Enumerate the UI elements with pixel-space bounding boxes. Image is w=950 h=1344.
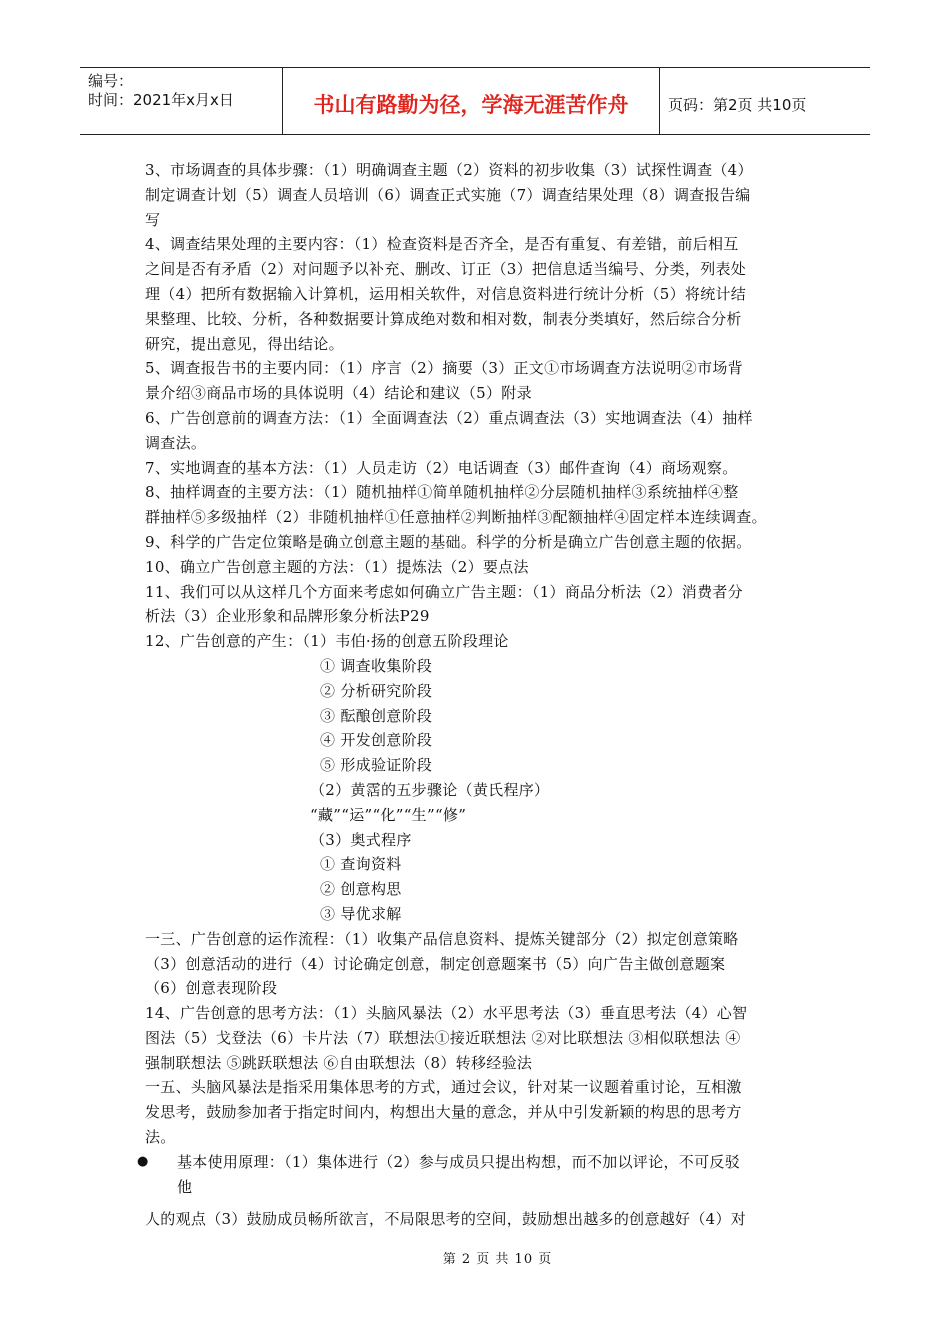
text-line: （3）创意活动的进行（4）讨论确定创意，制定创意题案书（5）向广告主做创意题案 [145, 954, 726, 973]
indented-line: ② 创意构思 [320, 880, 402, 899]
text-line: 6、广告创意前的调查方法：（1）全面调查法（2）重点调查法（3）实地调查法（4）抽样 [145, 408, 753, 427]
text-line: 强制联想法 ⑤跳跃联想法 ⑥自由联想法（8）转移经验法 [145, 1053, 533, 1072]
indented-line: ① 查询资料 [320, 855, 402, 874]
text-line: 7、实地调查的基本方法：（1）人员走访（2）电话调查（3）邮件查询（4）商场观察。 [145, 458, 738, 477]
bullet-text: 基本使用原理：（1）集体进行（2）参与成员只提出构想，而不加以评论，不可反驳 [177, 1152, 740, 1171]
text-line: 制定调查计划（5）调查人员培训（6）调查正式实施（7）调查结果处理（8）调查报告编 [145, 185, 751, 204]
indented-line: “藏”“运”“化”“生”“修” [310, 805, 467, 824]
page-footer: 第 2 页 共 10 页 [442, 1252, 553, 1267]
text-line: 一五、头脑风暴法是指采用集体思考的方式，通过会议，针对某一议题着重讨论，互相激 [145, 1078, 742, 1097]
text-line: 之间是否有矛盾（2）对问题予以补充、删改、订正（3）把信息适当编号、分类，列表处 [145, 260, 747, 279]
text-line: 调查法。 [145, 433, 207, 452]
bullet-icon: ● [137, 1153, 149, 1169]
text-line: 4、调查结果处理的主要内容：（1）检查资料是否齐全，是否有重复、有差错，前后相互 [145, 235, 739, 254]
page-header [80, 67, 870, 135]
document-body [137, 158, 815, 1199]
text-line: 12、广告创意的产生：（1）韦伯·扬的创意五阶段理论 [145, 632, 509, 651]
time-label: 时间：2021年x月x日 [88, 91, 234, 109]
text-line: 图法（5）戈登法（6）卡片法（7）联想法①接近联想法 ②对比联想法 ③相似联想法 ④ [145, 1028, 741, 1047]
number-label: 编号： [88, 72, 134, 90]
indented-line: （2）黄霑的五步骤论（黄氏程序） [310, 780, 550, 799]
text-line: 8、抽样调查的主要方法：（1）随机抽样①简单随机抽样②分层随机抽样③系统抽样④整 [145, 483, 739, 502]
text-line: 一三、广告创意的运作流程：（1）收集产品信息资料、提炼关键部分（2）拟定创意策略 [145, 929, 739, 948]
text-line: 11、我们可以从这样几个方面来考虑如何确立广告主题：（1）商品分析法（2）消费者分 [145, 582, 743, 601]
text-line: 9、科学的广告定位策略是确立创意主题的基础。科学的分析是确立广告创意主题的依据。 [145, 532, 752, 551]
text-line: 10、确立广告创意主题的方法：（1）提炼法（2）要点法 [145, 557, 529, 576]
text-line: （6）创意表现阶段 [145, 979, 278, 998]
text-line: 理（4）把所有数据输入计算机，运用相关软件，对信息资料进行统计分析（5）将统计结 [145, 284, 747, 303]
text-line: 写 [145, 210, 161, 229]
indented-line: ⑤ 形成验证阶段 [320, 756, 433, 775]
text-line: 群抽样⑤多级抽样（2）非随机抽样①任意抽样②判断抽样③配额抽样④固定样本连续调查。 [145, 508, 767, 527]
text-line: 5、调查报告书的主要内同：（1）序言（2）摘要（3）正文①市场调查方法说明②市场背 [145, 359, 743, 378]
bullet-continuation: 他 [177, 1177, 193, 1196]
bullet-item [137, 1150, 815, 1175]
indented-line: ① 调查收集阶段 [320, 656, 433, 675]
indented-line: ② 分析研究阶段 [320, 681, 433, 700]
indented-line: ③ 导优求解 [320, 904, 402, 923]
text-line: 析法（3）企业形象和品牌形象分析法P29 [145, 607, 430, 626]
text-line: 果整理、比较、分析，各种数据要计算成绝对数和相对数，制表分类填好，然后综合分析 [145, 309, 742, 328]
text-line: 发思考，鼓励参加者于指定时间内，构想出大量的意念，并从中引发新颖的构思的思考方 [145, 1103, 742, 1122]
text-line: 14、广告创意的思考方法：（1）头脑风暴法（2）水平思考法（3）垂直思考法（4）心智 [145, 1004, 748, 1023]
motto: 书山有路勤为径，学海无涯苦作舟 [283, 68, 660, 134]
text-line: 景介绍③商品市场的具体说明（4）结论和建议（5）附录 [145, 384, 532, 403]
indented-line: ④ 开发创意阶段 [320, 731, 433, 750]
text-line: 3、市场调查的具体步骤：（1）明确调查主题（2）资料的初步收集（3）试探性调查（4） [145, 161, 753, 179]
indented-line: ③ 酝酿创意阶段 [320, 706, 433, 725]
page-indicator: 页码：第2页 共10页 [668, 95, 807, 114]
indented-line: （3）奥式程序 [310, 830, 412, 849]
last-line: 人的观点（3）鼓励成员畅所欲言，不局限思考的空间，鼓励想出越多的创意越好（4）对 [145, 1210, 747, 1228]
text-line: 法。 [145, 1128, 176, 1147]
header-meta [80, 68, 283, 134]
text-line: 研究，提出意见，得出结论。 [145, 334, 344, 353]
